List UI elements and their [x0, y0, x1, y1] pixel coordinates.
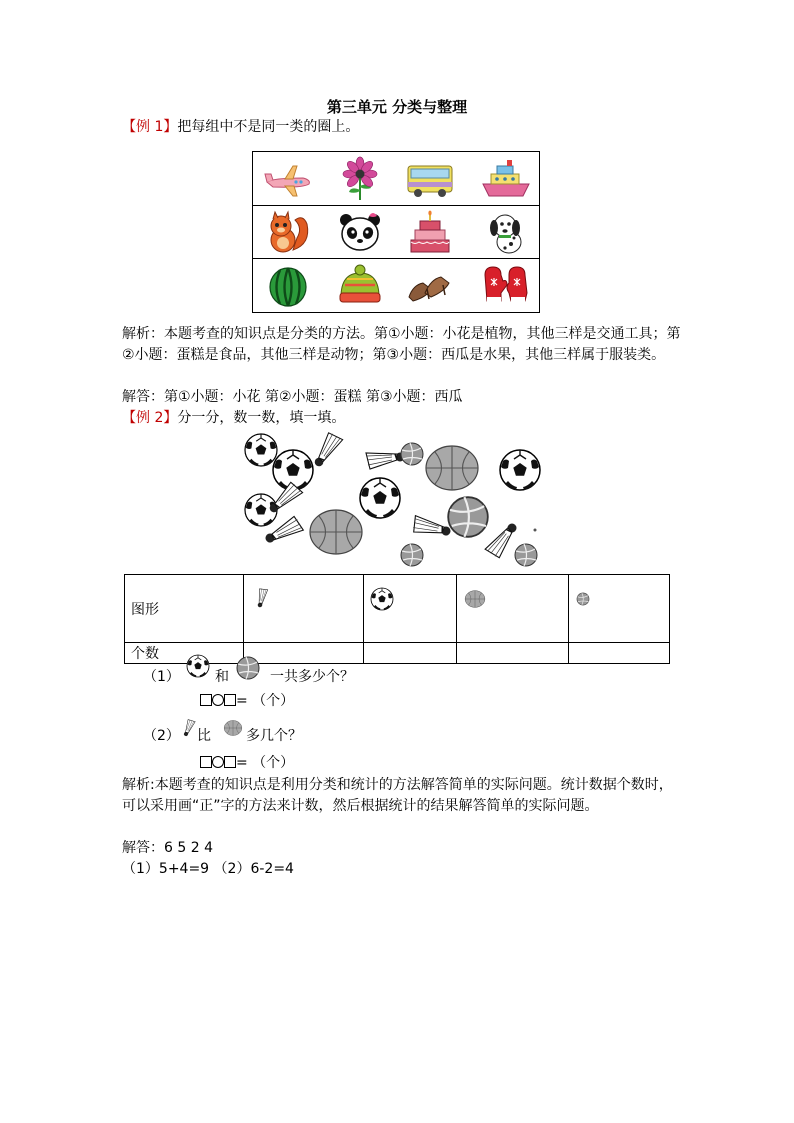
- squirrel-icon[interactable]: [263, 210, 313, 256]
- grid-row-1: [253, 152, 539, 205]
- count-table: [124, 574, 670, 664]
- volleyball: [401, 443, 423, 465]
- dog-icon[interactable]: [481, 210, 531, 256]
- bus-icon[interactable]: [405, 156, 455, 202]
- volleyball: [515, 544, 537, 566]
- q1-formula: [200, 690, 294, 710]
- shuttlecock-count-cell[interactable]: [244, 643, 364, 664]
- basketball-icon: [463, 587, 487, 611]
- header-label-cell: [125, 575, 244, 643]
- table-row: [125, 575, 670, 643]
- q2-than: 比: [197, 728, 211, 744]
- volleyball-icon: [575, 591, 591, 607]
- formula-equals: = （个）: [236, 693, 295, 709]
- basketball: [426, 446, 478, 490]
- q1-text: 一共多少个？: [270, 669, 354, 685]
- count-label-cell: [125, 643, 244, 664]
- operator-circle[interactable]: [212, 756, 224, 768]
- q1-and: 和: [215, 669, 229, 685]
- volleyball-icon: [236, 656, 260, 680]
- ball-picture: [240, 428, 560, 573]
- formula-equals: = （个）: [236, 755, 295, 771]
- grid-row-2: [253, 205, 539, 259]
- soccer-ball-icon: [186, 654, 210, 678]
- example2-answer-counts: 解答：6 5 2 4: [122, 840, 213, 856]
- mittens-icon[interactable]: [481, 263, 531, 309]
- shuttlecock: [410, 515, 452, 544]
- page-title: 第三单元 分类与整理: [326, 98, 468, 116]
- basketball-column: [457, 575, 569, 643]
- q1-number: （1）: [143, 669, 180, 685]
- shoes-icon[interactable]: [405, 263, 455, 309]
- hat-icon[interactable]: [335, 263, 385, 309]
- picture-grid: [252, 151, 540, 313]
- example2-tag: 【例 2】: [122, 410, 178, 426]
- ship-icon[interactable]: [481, 156, 531, 202]
- shuttlecock: [366, 453, 405, 470]
- volleyball: [448, 497, 488, 537]
- example2-analysis: 解析:本题考查的知识点是利用分类和统计的方法解答简单的实际问题。统计数据个数时，可以采用画“正”字的方法来计数，然后根据统计的结果解答简单的实际问题。: [122, 777, 673, 814]
- example2-prompt-text: 分一分，数一数，填一填。: [177, 410, 346, 426]
- q2-number: （2）: [143, 728, 180, 744]
- count-label: 个数: [131, 646, 159, 662]
- volleyball-count-cell[interactable]: [569, 643, 670, 664]
- answer-box[interactable]: [224, 756, 236, 768]
- grid-row-3: [253, 258, 539, 312]
- soccer-count-cell[interactable]: [364, 643, 457, 664]
- q2-formula: [200, 752, 294, 772]
- example1-prompt-text: 把每组中不是同一类的圈上。: [177, 119, 360, 135]
- example1-analysis: 解析：本题考查的知识点是分类的方法。第①小题：小花是植物，其他三样是交通工具；第②小题：蛋糕是食品，其他三样是动物；第③小题：西瓜是水果，其他三样属于服装类。: [122, 326, 681, 363]
- basketball-icon: [222, 717, 244, 739]
- shuttlecock-column: [244, 575, 364, 643]
- basketball: [310, 510, 362, 554]
- airplane-icon[interactable]: [263, 156, 313, 202]
- example2-prompt: [122, 408, 345, 428]
- soccer-ball-icon: [370, 587, 394, 611]
- soccer-column: [364, 575, 457, 643]
- answer-box[interactable]: [200, 756, 212, 768]
- example2-answer-equations: （1）5+4=9 （2）6-2=4: [122, 861, 294, 877]
- header-label: 图形: [131, 601, 159, 618]
- example1-tag: 【例 1】: [122, 119, 178, 135]
- cake-icon[interactable]: [405, 210, 455, 256]
- soccer-ball: [360, 478, 400, 518]
- answer-box[interactable]: [200, 694, 212, 706]
- soccer-ball: [245, 434, 277, 466]
- shuttlecock-icon: [250, 585, 274, 609]
- operator-circle[interactable]: [212, 694, 224, 706]
- answer-box[interactable]: [224, 694, 236, 706]
- q2-text: 多几个？: [246, 728, 302, 744]
- panda-icon[interactable]: [335, 210, 385, 256]
- watermelon-icon[interactable]: [263, 263, 313, 309]
- basketball-count-cell[interactable]: [457, 643, 569, 664]
- example1-answer: 解答：第①小题：小花 第②小题：蛋糕 第③小题：西瓜: [122, 389, 463, 405]
- flower-icon[interactable]: [335, 156, 385, 202]
- volleyball-column: [569, 575, 670, 643]
- shuttlecock: [308, 430, 344, 468]
- soccer-ball: [500, 450, 540, 490]
- example1-prompt: [122, 117, 359, 137]
- volleyball: [401, 544, 423, 566]
